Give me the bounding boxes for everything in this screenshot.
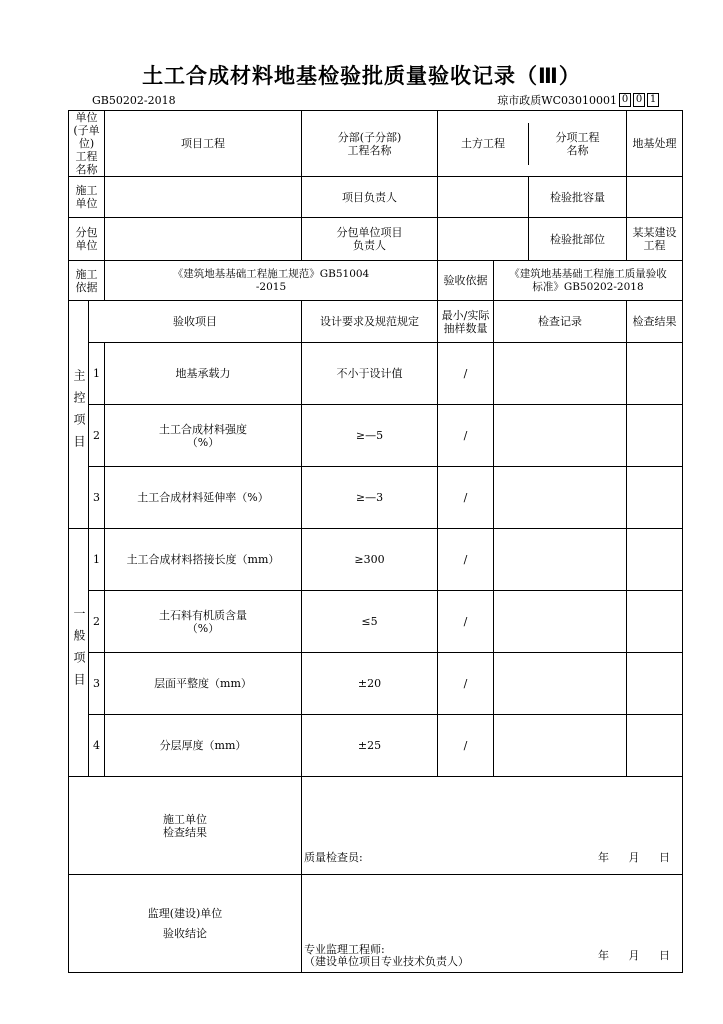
row-record[interactable] [494, 591, 627, 653]
table-row [69, 343, 683, 405]
row-sample[interactable]: / [438, 467, 494, 529]
supervising-engineer-label: 专业监理工程师: （建设单位项目专业技术负责人） [304, 943, 469, 968]
contractor-check-area[interactable] [302, 777, 683, 875]
row-no: 2 [89, 405, 105, 467]
project-manager-label: 项目负责人 [302, 177, 438, 218]
subcontractor-label: 分包单位 [69, 218, 105, 261]
main-control-label: 主控项目 [72, 369, 86, 457]
header-row-unit [69, 111, 683, 177]
batch-part-value[interactable]: 某某建设工程 [627, 218, 683, 261]
row-record[interactable] [494, 653, 627, 715]
basis-value[interactable]: 《建筑地基基础工程施工规范》GB51004 -2015 [105, 261, 438, 301]
supervisor-check-label: 监理(建设)单位 验收结论 [69, 875, 302, 973]
header-row-basis [69, 261, 683, 301]
col-item-header: 验收项目 [89, 301, 302, 343]
row-sample[interactable]: / [438, 405, 494, 467]
inspection-table [68, 110, 683, 973]
row-record[interactable] [494, 405, 627, 467]
row-record[interactable] [494, 343, 627, 405]
row-no: 1 [89, 529, 105, 591]
sub-manager-value[interactable] [438, 218, 529, 260]
sub-manager-label: 分包单位项目 负责人 [302, 218, 438, 261]
row-sample[interactable]: / [438, 343, 494, 405]
row-requirement: ≥—3 [302, 467, 438, 529]
general-label: 一般项目 [72, 607, 86, 695]
contractor-label: 施工单位 [69, 177, 105, 218]
supervisor-check-row [69, 875, 683, 973]
row-result[interactable] [627, 591, 683, 653]
batch-part-label: 检验批部位 [550, 232, 605, 246]
row-sample[interactable]: / [438, 715, 494, 777]
contractor-value[interactable] [105, 177, 302, 218]
row-item: 土工合成材料搭接长度（mm） [105, 529, 302, 591]
row-record[interactable] [494, 467, 627, 529]
unit-name-value[interactable]: 项目工程 [105, 111, 302, 177]
row-sample[interactable]: / [438, 529, 494, 591]
contractor-check-label: 施工单位 检查结果 [69, 777, 302, 875]
row-no: 2 [89, 591, 105, 653]
row-item: 分层厚度（mm） [105, 715, 302, 777]
supervisor-check-date: 年 月 日 [598, 949, 678, 962]
quality-inspector-label: 质量检查员: [304, 851, 363, 864]
table-row [69, 467, 683, 529]
table-row [69, 653, 683, 715]
general-label-cell [69, 529, 89, 777]
row-item: 土工合成材料强度 （%） [105, 405, 302, 467]
col-result-header: 检查结果 [627, 301, 683, 343]
row-result[interactable] [627, 343, 683, 405]
row-requirement: ±25 [302, 715, 438, 777]
row-result[interactable] [627, 653, 683, 715]
supervisor-check-area[interactable] [302, 875, 683, 973]
column-header-row [69, 301, 683, 343]
row-no: 3 [89, 467, 105, 529]
col-requirement-header: 设计要求及规范规定 [302, 301, 438, 343]
row-record[interactable] [494, 529, 627, 591]
col-record-header: 检查记录 [494, 301, 627, 343]
basis-label: 施工依据 [69, 261, 105, 301]
table-row [69, 715, 683, 777]
standard-code: GB50202-2018 [92, 94, 176, 107]
batch-capacity-value[interactable] [627, 177, 683, 218]
row-record[interactable] [494, 715, 627, 777]
page-title: 土工合成材料地基检验批质量验收记录（Ⅲ） [142, 64, 581, 88]
row-result[interactable] [627, 529, 683, 591]
form-code-box-3[interactable]: 1 [647, 93, 659, 107]
row-no: 3 [89, 653, 105, 715]
main-control-label-cell [69, 301, 89, 529]
acceptance-basis-label: 验收依据 [438, 261, 494, 301]
row-result[interactable] [627, 467, 683, 529]
row-requirement: 不小于设计值 [302, 343, 438, 405]
contractor-check-row [69, 777, 683, 875]
row-result[interactable] [627, 715, 683, 777]
row-no: 1 [89, 343, 105, 405]
row-requirement: ≥—5 [302, 405, 438, 467]
row-no: 4 [89, 715, 105, 777]
project-manager-value[interactable] [438, 177, 529, 217]
form-code-box-2[interactable]: 0 [633, 93, 645, 107]
table-row [69, 405, 683, 467]
acceptance-basis-value[interactable]: 《建筑地基基础工程施工质量验收 标准》GB50202-2018 [494, 261, 683, 301]
table-row [69, 529, 683, 591]
header-row-contractor [69, 177, 683, 218]
unit-name-label: 单位(子单位) 工程名称 [69, 111, 105, 177]
row-requirement: ±20 [302, 653, 438, 715]
row-sample[interactable]: / [438, 591, 494, 653]
table-row [69, 591, 683, 653]
subitem-name-value[interactable]: 地基处理 [627, 111, 683, 177]
row-sample[interactable]: / [438, 653, 494, 715]
row-item: 土工合成材料延伸率（%） [105, 467, 302, 529]
row-item: 地基承载力 [105, 343, 302, 405]
header-row-subcontractor [69, 218, 683, 261]
batch-capacity-label: 检验批容量 [550, 190, 605, 204]
form-code-prefix: 琼市政质WC03010001 [497, 94, 617, 107]
form-code-box-1[interactable]: 0 [619, 93, 631, 107]
row-item: 土石料有机质含量 （%） [105, 591, 302, 653]
row-result[interactable] [627, 405, 683, 467]
row-requirement: ≥300 [302, 529, 438, 591]
division-name-label: 分部(子分部) 工程名称 [302, 111, 438, 177]
form-code [497, 92, 659, 108]
row-item: 层面平整度（mm） [105, 653, 302, 715]
subitem-name-label: 分项工程 名称 [555, 130, 600, 157]
division-name-value[interactable]: 土方工程 [438, 123, 529, 165]
subcontractor-value[interactable] [105, 218, 302, 261]
row-requirement: ≤5 [302, 591, 438, 653]
contractor-check-date: 年 月 日 [598, 851, 678, 864]
col-sample-header: 最小/实际 抽样数量 [438, 301, 494, 343]
